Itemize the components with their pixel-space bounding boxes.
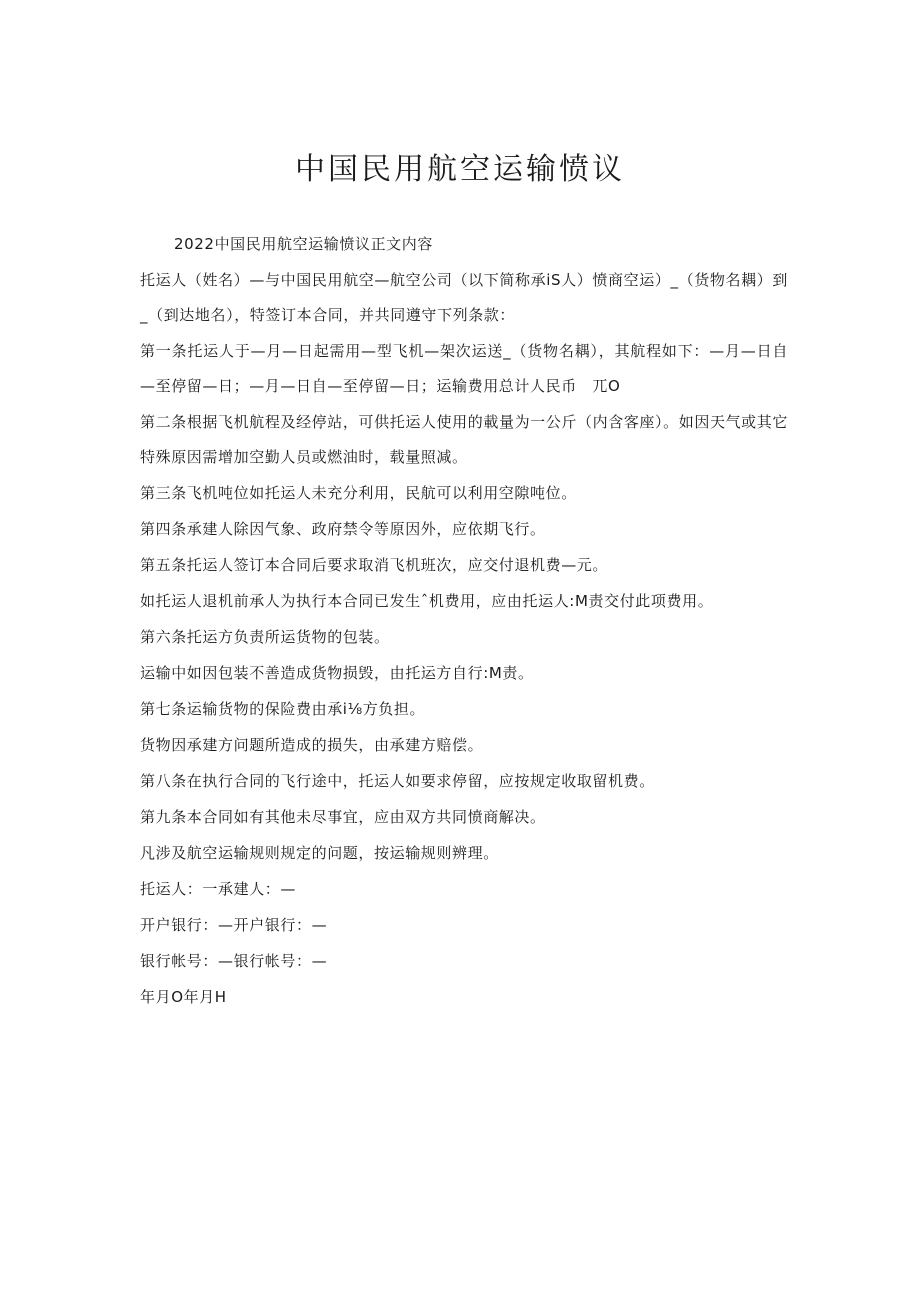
clause-4-paragraph: 第四条承建人除因气象、政府禁令等原因外，应依期飞行。 [140, 520, 546, 538]
clause-3-paragraph: 第三条飞机吨位如托运人未充分利用，民航可以利用空隙吨位。 [140, 484, 577, 502]
clause-2-paragraph: 第二条根据飞机航程及经停站，可供托运人使用的載量为一公斤（内含客座）。如因天气或其它特殊原因需增加空勤人员或燃油时，载量照减。 [140, 413, 788, 466]
date-line: 年月O年月H [140, 988, 227, 1006]
bank-account-line: 银行帐号：—银行帐号：— [140, 952, 328, 970]
signature-parties-line: 托运人：一承建人：— [140, 880, 297, 898]
clause-9-paragraph: 第九条本合同如有其他未尽事宜，应由双方共同愤商解决。 [140, 808, 546, 826]
clause-5-continuation: 如托运人退机前承人为执行本合同已发生ˆ机费用，应由托运人:M责交付此项费用。 [140, 592, 714, 610]
intro-line: 2022中国民用航空运输愤议正文内容 [174, 235, 433, 253]
clause-7-paragraph: 第七条运输货物的保险费由承i⅛方负担。 [140, 700, 426, 718]
preamble-paragraph: 托运人（姓名）—与中国民用航空—航空公司（以下简称承iS人）愤商空运）_（货物名耦）到_（到达地名），特签订本合同，并共同遵守下列条款： [140, 271, 788, 324]
clause-9-continuation: 凡涉及航空运输规则规定的问题，按运输规则辨理。 [140, 844, 499, 862]
clause-6-paragraph: 第六条托运方负责所运货物的包装。 [140, 628, 390, 646]
bank-name-line: 开户银行：—开户银行：— [140, 916, 328, 934]
clause-8-paragraph: 第八条在执行合同的飞行途中，托运人如要求停留，应按规定收取留机费。 [140, 772, 655, 790]
document-body [140, 232, 788, 1021]
clause-6-continuation: 运输中如因包装不善造成货物损毁，由托运方自行:M责。 [140, 664, 534, 682]
clause-5-paragraph: 第五条托运人签订本合同后要求取消飞机班次，应交付退机费—元。 [140, 556, 609, 574]
document-title: 中国民用航空运输愤议 [295, 152, 625, 187]
clause-1-paragraph: 第一条托运人于—月—日起需用—型飞机—架次运送_（货物名耦），其航程如下：—月—日自—至停留—日；—月—日自—至停留—日；运输费用总计人民币 兀O [140, 342, 788, 395]
clause-7-continuation: 货物因承建方问题所造成的损失，由承建方赔偿。 [140, 736, 484, 754]
